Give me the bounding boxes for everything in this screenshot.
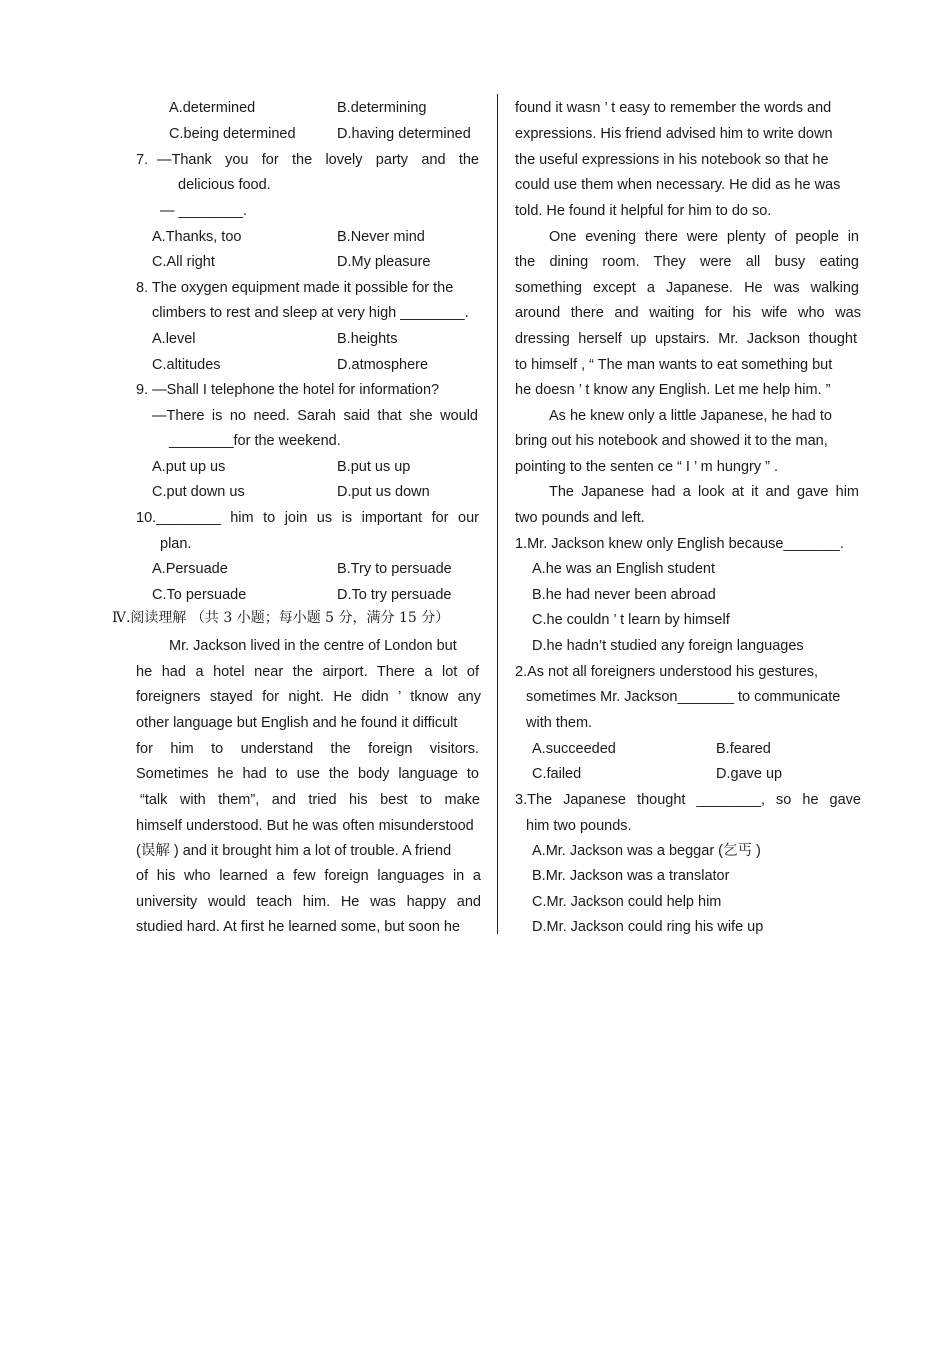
q9-stem-line2: —There is no need. Sarah said that she would bbox=[152, 408, 478, 424]
passage-line: found it wasn ’ t easy to remember the words and bbox=[515, 100, 832, 116]
passage-line: One evening there were plenty of people in bbox=[549, 229, 859, 245]
q10-stem-line2: plan. bbox=[160, 536, 192, 552]
q8-option-c: C.altitudes bbox=[152, 357, 221, 373]
q6-option-b: B.determining bbox=[337, 100, 427, 116]
reading-q3-option-c: C.Mr. Jackson could help him bbox=[532, 894, 722, 910]
passage-line: university would teach him. He was happy and bbox=[136, 894, 481, 910]
passage-line: he doesn ’ t know any English. Let me help him. ” bbox=[515, 382, 831, 398]
reading-q1-option-b: B.he had never been abroad bbox=[532, 587, 716, 603]
q7-number: 7. bbox=[136, 152, 149, 168]
q9-stem-line3: ________for the weekend. bbox=[169, 433, 341, 449]
q7-stem-line2: delicious food. bbox=[178, 177, 271, 193]
q8-option-d: D.atmosphere bbox=[337, 357, 429, 373]
reading-q2-option-a: A.succeeded bbox=[532, 741, 616, 757]
passage-line: he had a hotel near the airport. There a lot of bbox=[136, 664, 479, 680]
passage-line: “talk with them”, and tried his best to make bbox=[140, 792, 480, 808]
reading-q2-stem-line1: 2.As not all foreigners understood his gestures, bbox=[515, 664, 819, 680]
reading-q3-option-d: D.Mr. Jackson could ring his wife up bbox=[532, 919, 764, 935]
reading-q3-option-a: A.Mr. Jackson was a beggar (乞丐 ) bbox=[532, 843, 761, 859]
q6-option-c: C.being determined bbox=[169, 126, 296, 142]
passage-line: something except a Japanese. He was walking bbox=[515, 280, 859, 296]
passage-line: dressing herself up upstairs. Mr. Jackson thought bbox=[515, 331, 857, 347]
q8-stem-line1: 8. The oxygen equipment made it possible for the bbox=[136, 280, 454, 296]
reading-q2-option-c: C.failed bbox=[532, 766, 582, 782]
q7-option-a: A.Thanks, too bbox=[152, 229, 242, 245]
q10-option-d: D.To try persuade bbox=[337, 587, 452, 603]
passage-line: told. He found it helpful for him to do so. bbox=[515, 203, 772, 219]
passage-line: (误解 ) and it brought him a lot of trouble. A friend bbox=[136, 843, 452, 859]
q7-option-c: C.All right bbox=[152, 254, 215, 270]
q8-stem-line2: climbers to rest and sleep at very high ________. bbox=[152, 305, 469, 321]
q8-option-a: A.level bbox=[152, 331, 196, 347]
passage-line: the useful expressions in his notebook so that he bbox=[515, 152, 829, 168]
passage-line: Sometimes he had to use the body language to bbox=[136, 766, 479, 782]
reading-q2-stem-line3: with them. bbox=[526, 715, 593, 731]
q7-option-d: D.My pleasure bbox=[337, 254, 431, 270]
passage-line: As he knew only a little Japanese, he had to bbox=[549, 408, 832, 424]
passage-line: to himself , “ The man wants to eat something but bbox=[515, 357, 833, 373]
passage-line: for him to understand the foreign visitors. bbox=[136, 741, 479, 757]
q7-option-b: B.Never mind bbox=[337, 229, 425, 245]
passage-line: expressions. His friend advised him to write down bbox=[515, 126, 833, 142]
q6-option-d: D.having determined bbox=[337, 126, 471, 142]
passage-line: The Japanese had a look at it and gave him bbox=[549, 484, 859, 500]
passage-line: two pounds and left. bbox=[515, 510, 645, 526]
passage-line: studied hard. At first he learned some, but soon he bbox=[136, 919, 461, 935]
q8-option-b: B.heights bbox=[337, 331, 398, 347]
reading-q2-option-b: B.feared bbox=[716, 741, 771, 757]
q7-response: — ________. bbox=[160, 203, 248, 219]
reading-q2-option-d: D.gave up bbox=[716, 766, 783, 782]
reading-q2-stem-line2: sometimes Mr. Jackson_______ to communicate bbox=[526, 689, 841, 705]
passage-line: bring out his notebook and showed it to the man, bbox=[515, 433, 828, 449]
reading-q1-option-a: A.he was an English student bbox=[532, 561, 715, 577]
q9-option-a: A.put up us bbox=[152, 459, 226, 475]
passage-line: pointing to the senten ce “ I ’ m hungry ” . bbox=[515, 459, 779, 475]
reading-q1-option-d: D.he hadn’t studied any foreign languages bbox=[532, 638, 804, 654]
q9-option-c: C.put down us bbox=[152, 484, 245, 500]
q6-option-a: A.determined bbox=[169, 100, 256, 116]
q10-option-b: B.Try to persuade bbox=[337, 561, 452, 577]
q10-option-c: C.To persuade bbox=[152, 587, 247, 603]
passage-line: himself understood. But he was often misunderstood bbox=[136, 818, 474, 834]
reading-q1-stem: 1.Mr. Jackson knew only English because_______. bbox=[515, 536, 844, 552]
reading-q1-option-c: C.he couldn ’ t learn by himself bbox=[532, 612, 730, 628]
column-divider bbox=[497, 94, 498, 934]
section-iv-title: Ⅳ.阅读理解 （共 3 小题；每小题 5 分，满分 15 分） bbox=[112, 610, 450, 626]
q7-stem-line1: —Thank you for the lovely party and the bbox=[157, 152, 479, 168]
q10-option-a: A.Persuade bbox=[152, 561, 228, 577]
passage-line: of his who learned a few foreign languages in a bbox=[136, 868, 481, 884]
q9-option-d: D.put us down bbox=[337, 484, 430, 500]
reading-q3-stem-line2: him two pounds. bbox=[526, 818, 632, 834]
passage-line: around there and waiting for his wife who was bbox=[515, 305, 861, 321]
passage-line: other language but English and he found it difficult bbox=[136, 715, 458, 731]
q9-option-b: B.put us up bbox=[337, 459, 411, 475]
q10-stem-line1: 10.________ him to join us is important for our bbox=[136, 510, 479, 526]
passage-line: Mr. Jackson lived in the centre of London but bbox=[169, 638, 457, 654]
reading-q3-option-b: B.Mr. Jackson was a translator bbox=[532, 868, 730, 884]
reading-q3-stem-line1: 3.The Japanese thought ________, so he gave bbox=[515, 792, 861, 808]
q9-stem-line1: 9. —Shall I telephone the hotel for information? bbox=[136, 382, 440, 398]
passage-line: could use them when necessary. He did as he was bbox=[515, 177, 841, 193]
passage-line: the dining room. They were all busy eating bbox=[515, 254, 859, 270]
passage-line: foreigners stayed for night. He didn ’ tknow any bbox=[136, 689, 481, 705]
